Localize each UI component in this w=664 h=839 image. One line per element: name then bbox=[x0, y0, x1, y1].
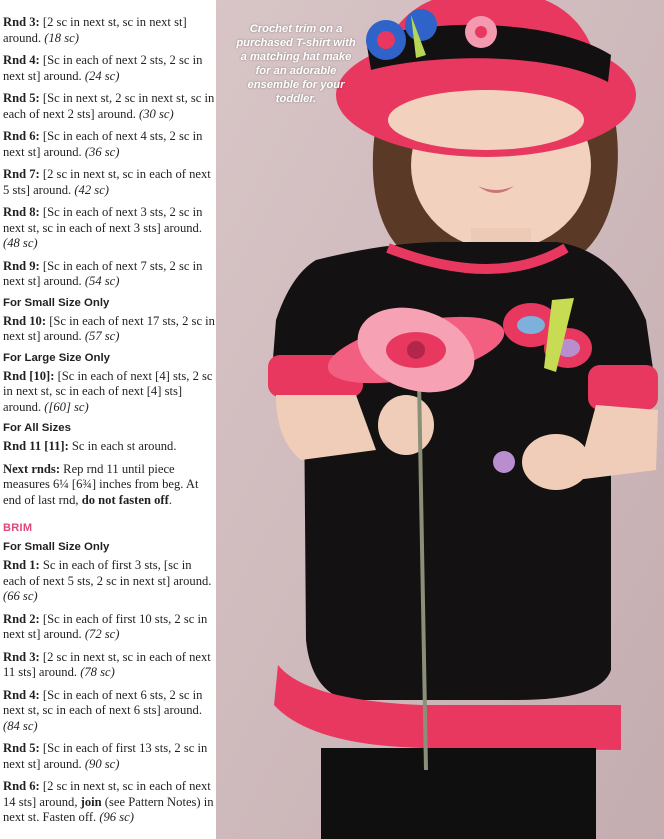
stitch-count: (84 sc) bbox=[3, 718, 38, 733]
instruction-emphasis: do not fasten off bbox=[81, 492, 169, 507]
stitch-count: (96 sc) bbox=[99, 810, 134, 824]
stitch-count: (30 sc) bbox=[139, 106, 174, 121]
pattern-round bbox=[3, 15, 216, 46]
pattern-round bbox=[3, 259, 216, 290]
round-label: Rnd 2: bbox=[3, 611, 40, 626]
photo-illustration bbox=[216, 0, 664, 839]
round-label: Rnd 6: bbox=[3, 129, 40, 143]
stitch-count: (36 sc) bbox=[84, 144, 120, 159]
pattern-round bbox=[3, 462, 216, 509]
pattern-round bbox=[3, 53, 216, 84]
round-label: Rnd 3: bbox=[3, 649, 40, 664]
pattern-round bbox=[3, 439, 216, 455]
round-instructions: [2 sc in next st, sc in each of next 14 sts] around, bbox=[3, 779, 211, 809]
pattern-round bbox=[3, 650, 216, 681]
size-subheading: For Large Size Only bbox=[3, 351, 110, 364]
left-hand bbox=[378, 395, 434, 455]
pattern-round bbox=[3, 779, 216, 826]
round-instructions: [Sc in each of next 7 sts, 2 sc in next st] around. bbox=[3, 258, 203, 288]
right-hand bbox=[522, 434, 590, 490]
stitch-count: (18 sc) bbox=[44, 30, 79, 45]
round-label: Next rnds: bbox=[3, 461, 61, 476]
pattern-round bbox=[3, 558, 216, 605]
right-sleeve-trim bbox=[588, 365, 658, 410]
small-flower-applique bbox=[493, 451, 515, 473]
round-instructions: [Sc in each of next 4 sts, 2 sc in next st] around. bbox=[3, 129, 203, 159]
round-instructions: [2 sc in next st, sc in each of next 11 sts] around. bbox=[3, 649, 211, 679]
round-instructions: [Sc in each of next 6 sts, 2 sc in next st, sc in each of next 6 sts] around. bbox=[3, 687, 203, 717]
stitch-count: (57 sc) bbox=[84, 329, 120, 343]
pattern-text-column bbox=[0, 0, 216, 839]
round-instructions: Sc in each of first 3 sts, [sc in each of next 5 sts, 2 sc in next st] around. bbox=[3, 558, 212, 588]
round-label: Rnd 10: bbox=[3, 313, 47, 328]
stitch-count: ([60] sc) bbox=[44, 399, 89, 414]
pattern-round bbox=[3, 612, 216, 643]
round-instructions: [Sc in next st, 2 sc in next st, sc in each of next 2 sts] around. bbox=[3, 91, 215, 121]
round-label: Rnd 6: bbox=[3, 779, 40, 793]
round-label: Rnd 3: bbox=[3, 15, 40, 29]
size-subheading: For Small Size Only bbox=[3, 296, 110, 309]
round-label: Rnd 5: bbox=[3, 741, 40, 755]
round-label: Rnd 4: bbox=[3, 687, 40, 702]
pattern-round bbox=[3, 741, 216, 772]
round-instructions: [Sc in each of next [4] sts, 2 sc in next st, sc in each of next [4] sts] around. bbox=[3, 368, 213, 414]
stitch-count: (78 sc) bbox=[80, 665, 115, 679]
round-instructions: Sc in each st around. bbox=[68, 439, 177, 453]
instruction-tail: . bbox=[168, 492, 172, 507]
round-label: Rnd 11 [11]: bbox=[3, 439, 69, 453]
stitch-count: (66 sc) bbox=[3, 589, 38, 603]
stitch-count: (24 sc) bbox=[84, 68, 120, 83]
round-instructions: [Sc in each of next 17 sts, 2 sc in next st] around. bbox=[3, 313, 215, 343]
round-instructions: [Sc in each of next 3 sts, 2 sc in next st, sc in each of next 3 sts] around. bbox=[3, 205, 203, 235]
size-subheading: For All Sizes bbox=[3, 422, 71, 434]
stitch-count: (48 sc) bbox=[3, 236, 38, 250]
pattern-round bbox=[3, 369, 216, 416]
stitch-count: (54 sc) bbox=[84, 274, 120, 288]
size-subheading: For Small Size Only bbox=[3, 541, 110, 553]
leggings bbox=[321, 748, 596, 839]
round-instructions: [Sc in each of first 10 sts, 2 sc in next st] around. bbox=[3, 611, 208, 641]
round-instructions: [Sc in each of next 2 sts, 2 sc in next st] around. bbox=[3, 53, 203, 83]
pattern-round bbox=[3, 205, 216, 252]
round-instructions: [2 sc in next st, sc in each of next 5 sts] around. bbox=[3, 167, 211, 197]
photo-caption: Crochet trim on a purchased T-shirt with a matching hat make for an adorable ensemble for your toddler. bbox=[236, 23, 356, 105]
round-instructions: [2 sc in next st, sc in next st] around. bbox=[3, 15, 187, 45]
instruction-emphasis: join bbox=[80, 794, 102, 809]
child-photo bbox=[216, 0, 664, 839]
round-label: Rnd 8: bbox=[3, 205, 40, 219]
stitch-count: (42 sc) bbox=[74, 182, 109, 197]
round-label: Rnd 9: bbox=[3, 258, 40, 273]
round-label: Rnd 4: bbox=[3, 53, 40, 67]
pattern-round bbox=[3, 167, 216, 198]
stitch-count: (72 sc) bbox=[84, 627, 120, 641]
stitch-count: (90 sc) bbox=[84, 756, 120, 771]
pattern-round bbox=[3, 91, 216, 122]
round-label: Rnd 7: bbox=[3, 167, 40, 181]
round-label: Rnd 5: bbox=[3, 91, 40, 105]
pattern-round bbox=[3, 688, 216, 735]
round-instructions: [Sc in each of first 13 sts, 2 sc in next st] around. bbox=[3, 741, 208, 771]
round-instructions: Rep rnd 11 until piece measures 6¼ [6¾] inches from beg. At end of last rnd, bbox=[3, 461, 199, 507]
pattern-round bbox=[3, 129, 216, 160]
instruction-tail: (see Pattern Notes) in next st. Fasten off. bbox=[3, 794, 214, 824]
pattern-round bbox=[3, 314, 216, 345]
round-label: Rnd 1: bbox=[3, 558, 40, 572]
flower-icon bbox=[465, 16, 497, 48]
section-heading: BRIM bbox=[3, 522, 33, 534]
round-label: Rnd [10]: bbox=[3, 368, 55, 383]
